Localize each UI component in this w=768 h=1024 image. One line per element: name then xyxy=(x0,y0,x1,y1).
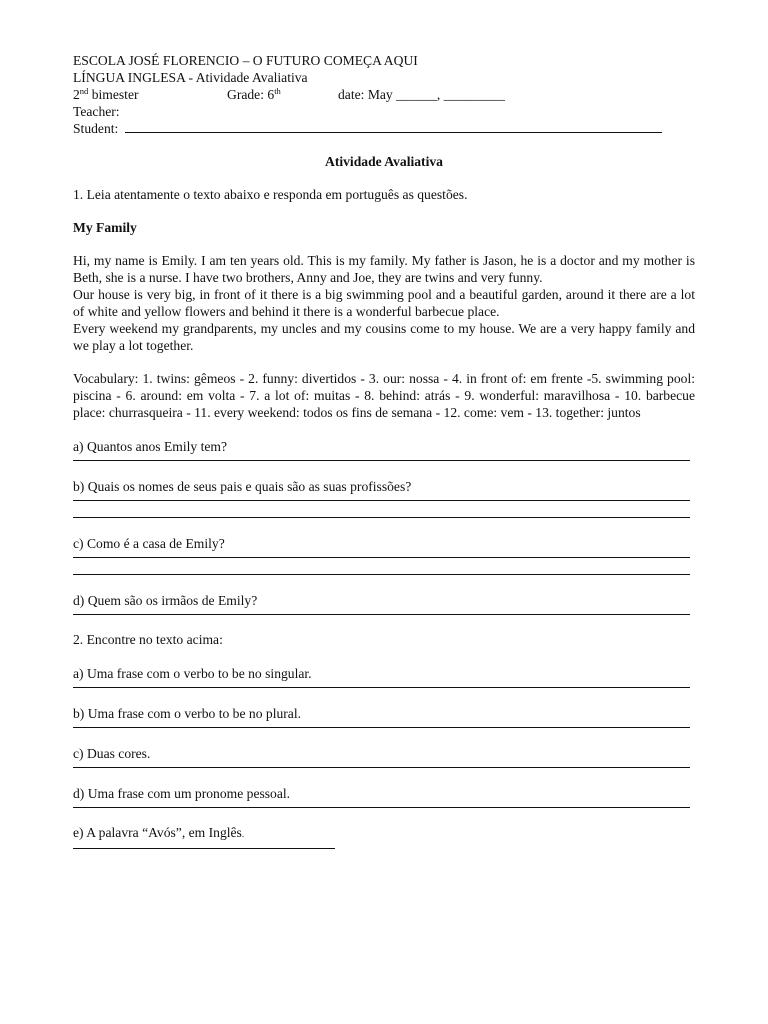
story-paragraph-3: Every weekend my grandparents, my uncles and my cousins come to my house. We are a very happy family and we play a lot together. xyxy=(73,321,695,353)
answer-line[interactable] xyxy=(73,767,690,768)
story-paragraph-2: Our house is very big, in front of it there is a big swimming pool and a beautiful garden, around it there are a lot of white and yellow flowers and behind it there is a wonderful barbecue place. xyxy=(73,287,695,319)
subject-line: LÍNGUA INGLESA - Atividade Avaliativa xyxy=(73,70,308,85)
answer-line[interactable] xyxy=(73,848,335,849)
bimester-number: 2 xyxy=(73,87,80,102)
story-paragraph-1: Hi, my name is Emily. I am ten years old. This is my family. My father is Jason, he is a doctor and my mother is Beth, she is a nurse. I have two brothers, Anny and Joe, they are twins and very funny. xyxy=(73,253,695,285)
answer-line[interactable] xyxy=(73,727,690,728)
page-title: Atividade Avaliativa xyxy=(325,154,443,169)
question-text: c) Duas cores. xyxy=(73,746,151,761)
bimester-word: bimester xyxy=(88,87,139,102)
answer-line[interactable] xyxy=(73,614,690,615)
questions-section-1 xyxy=(73,438,695,615)
student-row xyxy=(73,120,695,137)
vocabulary-list: Vocabulary: 1. twins: gêmeos - 2. funny: divertidos - 3. our: nossa - 4. in front of: em frente -5. swimming pool: piscina - 6. around: em volta - 7. a lot of: muitas - 8. behind: atrás - 9. wonderful: maravilhosa - 10. barbecue place: churrasqueira - 11. every weekend: todos os fins de semana - 12. come: vem - 13. together: juntos xyxy=(73,371,695,420)
bimester-ordinal: nd xyxy=(79,86,89,96)
question-text: d) Uma frase com um pronome pessoal. xyxy=(73,786,291,801)
question-text: c) Como é a casa de Emily? xyxy=(73,536,225,551)
answer-line[interactable] xyxy=(73,557,690,558)
teacher-label: Teacher: xyxy=(73,104,120,119)
date-field: date: May ______, _________ xyxy=(338,87,505,102)
student-name-blank xyxy=(125,120,662,133)
grade-label: Grade: 6 xyxy=(227,87,275,102)
question-text: a) Uma frase com o verbo to be no singular. xyxy=(73,666,312,681)
worksheet-page xyxy=(73,52,695,849)
question-text: d) Quem são os irmãos de Emily? xyxy=(73,593,258,608)
answer-line[interactable] xyxy=(73,460,690,461)
answer-line[interactable] xyxy=(73,517,690,518)
header-info-row xyxy=(73,86,695,103)
answer-line[interactable] xyxy=(73,807,690,808)
question-text: a) Quantos anos Emily tem? xyxy=(73,439,228,454)
question-text: b) Uma frase com o verbo to be no plural. xyxy=(73,706,302,721)
answer-line[interactable] xyxy=(73,500,690,501)
answer-line[interactable] xyxy=(73,574,690,575)
student-label: Student: xyxy=(73,121,119,136)
question-grandparents xyxy=(73,824,695,843)
instruction-1: 1. Leia atentamente o texto abaixo e responda em português as questões. xyxy=(73,187,468,202)
instruction-2: 2. Encontre no texto acima: xyxy=(73,632,223,647)
question-grandparents-text: e) A palavra “Avós”, em Inglês xyxy=(73,825,242,840)
question-text: b) Quais os nomes de seus pais e quais são as suas profissões? xyxy=(73,479,412,494)
grade-ordinal: th xyxy=(274,86,281,96)
question-grandparents-period: . xyxy=(241,829,245,839)
school-name: ESCOLA JOSÉ FLORENCIO – O FUTURO COMEÇA AQUI xyxy=(73,53,418,68)
questions-section-2 xyxy=(73,665,695,808)
story-title: My Family xyxy=(73,220,137,235)
grade-field xyxy=(227,86,281,103)
answer-line[interactable] xyxy=(73,687,690,688)
bimester-field xyxy=(73,86,139,103)
